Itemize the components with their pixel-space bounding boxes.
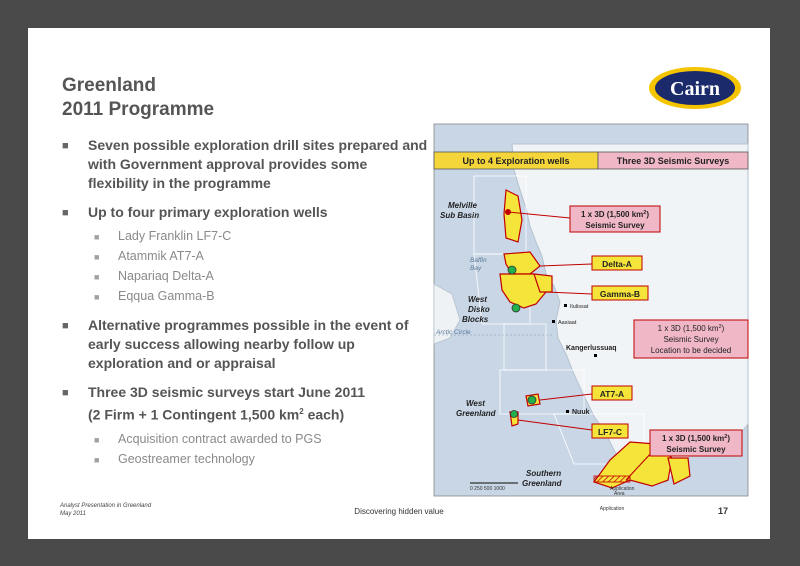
bullet-4-line-1: Three 3D seismic surveys start June 2011 bbox=[88, 384, 366, 400]
survey3-sup: 2 bbox=[724, 434, 728, 440]
survey1-line1-post: ) bbox=[646, 210, 649, 219]
sub-bullet-gamma: ■ Eqqua Gamma-B bbox=[62, 286, 430, 306]
bullet-4-line-2-post: each) bbox=[303, 406, 345, 423]
survey2-sup: 2 bbox=[718, 324, 722, 330]
label-application-1: Application bbox=[599, 506, 625, 512]
survey-callout-1 bbox=[570, 206, 660, 232]
footer-left-line-1: Analyst Presentation in Greenland bbox=[60, 503, 152, 509]
footer-tagline: Discovering hidden value bbox=[354, 507, 444, 516]
at7-well-marker bbox=[528, 396, 536, 404]
label-application-line-1: Application bbox=[610, 486, 635, 492]
survey2-line3: Location to be decided bbox=[650, 346, 732, 355]
bullet-4-line-2-pre: (2 Firm + 1 Contingent 1,500 km bbox=[88, 406, 300, 423]
gamma-well-marker bbox=[512, 304, 520, 312]
page-number: 17 bbox=[718, 506, 729, 516]
header-seismic-text: Three 3D Seismic Surveys bbox=[616, 156, 730, 166]
nuuk-dot bbox=[566, 410, 569, 413]
svg-text:1 x 3D (1,500 km2) bbox=[662, 434, 730, 443]
label-west-greenland-2: Greenland bbox=[456, 409, 496, 418]
label-kangerlussuaq: Kangerlussuaq bbox=[566, 345, 617, 352]
label-west-disko-3: Blocks bbox=[462, 315, 489, 324]
sub-bullet-lf7: ■ Lady Franklin LF7-C bbox=[62, 226, 430, 246]
bullet-4 bbox=[62, 383, 430, 425]
scale-text: 0 250 500 1000 bbox=[470, 486, 505, 492]
kangerlussuaq-dot bbox=[594, 354, 597, 357]
sub-bullet-geostreamer: ■ Geostreamer technology bbox=[62, 449, 430, 469]
bullet-2-sublist bbox=[62, 226, 430, 306]
svg-text:1 x 3D (1,500 km2) bbox=[658, 324, 725, 333]
footer-left bbox=[60, 502, 151, 518]
survey1-line1-pre: 1 x 3D (1,500 km bbox=[581, 210, 644, 219]
callout-gamma bbox=[592, 286, 648, 300]
label-arctic-circle: Arctic Circle bbox=[436, 329, 471, 336]
lf7-well-marker bbox=[511, 411, 518, 418]
survey2-line1-pre: 1 x 3D (1,500 km bbox=[657, 324, 719, 333]
label-nuuk: Nuuk bbox=[572, 409, 590, 416]
label-baffin-1: Baffin bbox=[470, 257, 487, 264]
bullet-1: ■ Seven possible exploration drill sites prepared and with Government approval provides some flexibility in the programme bbox=[62, 136, 430, 193]
label-melville-2: Sub Basin bbox=[440, 211, 480, 220]
sub-bullet-delta: ■ Napariaq Delta-A bbox=[62, 266, 430, 286]
survey-callout-2 bbox=[634, 320, 748, 358]
bullet-list bbox=[62, 136, 430, 479]
survey3-line2: Seismic Survey bbox=[666, 445, 726, 454]
sub-bullet-at7: ■ Atammik AT7-A bbox=[62, 246, 430, 266]
logo-text: Cairn bbox=[670, 78, 720, 100]
callout-gamma-text: Gamma-B bbox=[599, 289, 641, 299]
bullet-2: ■ Up to four primary exploration wells bbox=[62, 203, 430, 222]
delta-well-marker bbox=[508, 266, 516, 274]
label-west-disko-1: West bbox=[468, 295, 487, 304]
survey1-line2: Seismic Survey bbox=[585, 221, 645, 230]
survey3-line1-pre: 1 x 3D (1,500 km bbox=[662, 434, 725, 443]
bullet-3: ■ Alternative programmes possible in the event of early success allowing nearby follow up exploration and or appraisal bbox=[62, 316, 430, 373]
aasiaat-dot bbox=[552, 320, 555, 323]
slide bbox=[28, 28, 770, 539]
callout-at7 bbox=[592, 386, 632, 400]
application-area-hatch bbox=[594, 476, 630, 482]
survey-callout-3 bbox=[650, 430, 742, 456]
survey1-sup: 2 bbox=[643, 210, 647, 216]
slide-title bbox=[62, 74, 214, 122]
label-aasiaat: Aasiaat bbox=[558, 320, 577, 326]
cairn-logo bbox=[646, 64, 744, 112]
title-line-1: Greenland bbox=[62, 75, 156, 96]
survey3-line1-post: ) bbox=[727, 434, 730, 443]
label-baffin-2: Bay bbox=[470, 265, 482, 272]
bullet-4-sup: 2 bbox=[299, 407, 304, 416]
callout-lf7-text: LF7-C bbox=[597, 427, 623, 437]
label-application-line-2: Area bbox=[614, 491, 625, 497]
callout-lf7 bbox=[592, 424, 628, 438]
label-ilulissat: Ilulissat bbox=[570, 304, 589, 310]
callout-at7-text: AT7-A bbox=[599, 389, 625, 399]
survey2-line2: Seismic Survey bbox=[663, 335, 719, 344]
label-melville-1: Melville bbox=[448, 201, 477, 210]
svg-text:1 x 3D (1,500 km2) bbox=[581, 210, 649, 219]
label-southern-1: Southern bbox=[526, 469, 562, 478]
survey2-line1-post: ) bbox=[721, 324, 725, 333]
label-west-greenland-1: West bbox=[466, 399, 485, 408]
callout-delta-text: Delta-A bbox=[602, 259, 632, 269]
footer-left-line-2: May 2011 bbox=[60, 511, 86, 517]
callout-delta bbox=[592, 256, 642, 270]
label-southern-2: Greenland bbox=[522, 479, 562, 488]
ilulissat-dot bbox=[564, 304, 567, 307]
sub-bullet-pgs: ■ Acquisition contract awarded to PGS bbox=[62, 429, 430, 449]
bullet-4-sublist bbox=[62, 429, 430, 469]
title-line-2: 2011 Programme bbox=[62, 99, 215, 120]
header-wells-text: Up to 4 Exploration wells bbox=[462, 156, 570, 166]
label-west-disko-2: Disko bbox=[468, 305, 490, 314]
